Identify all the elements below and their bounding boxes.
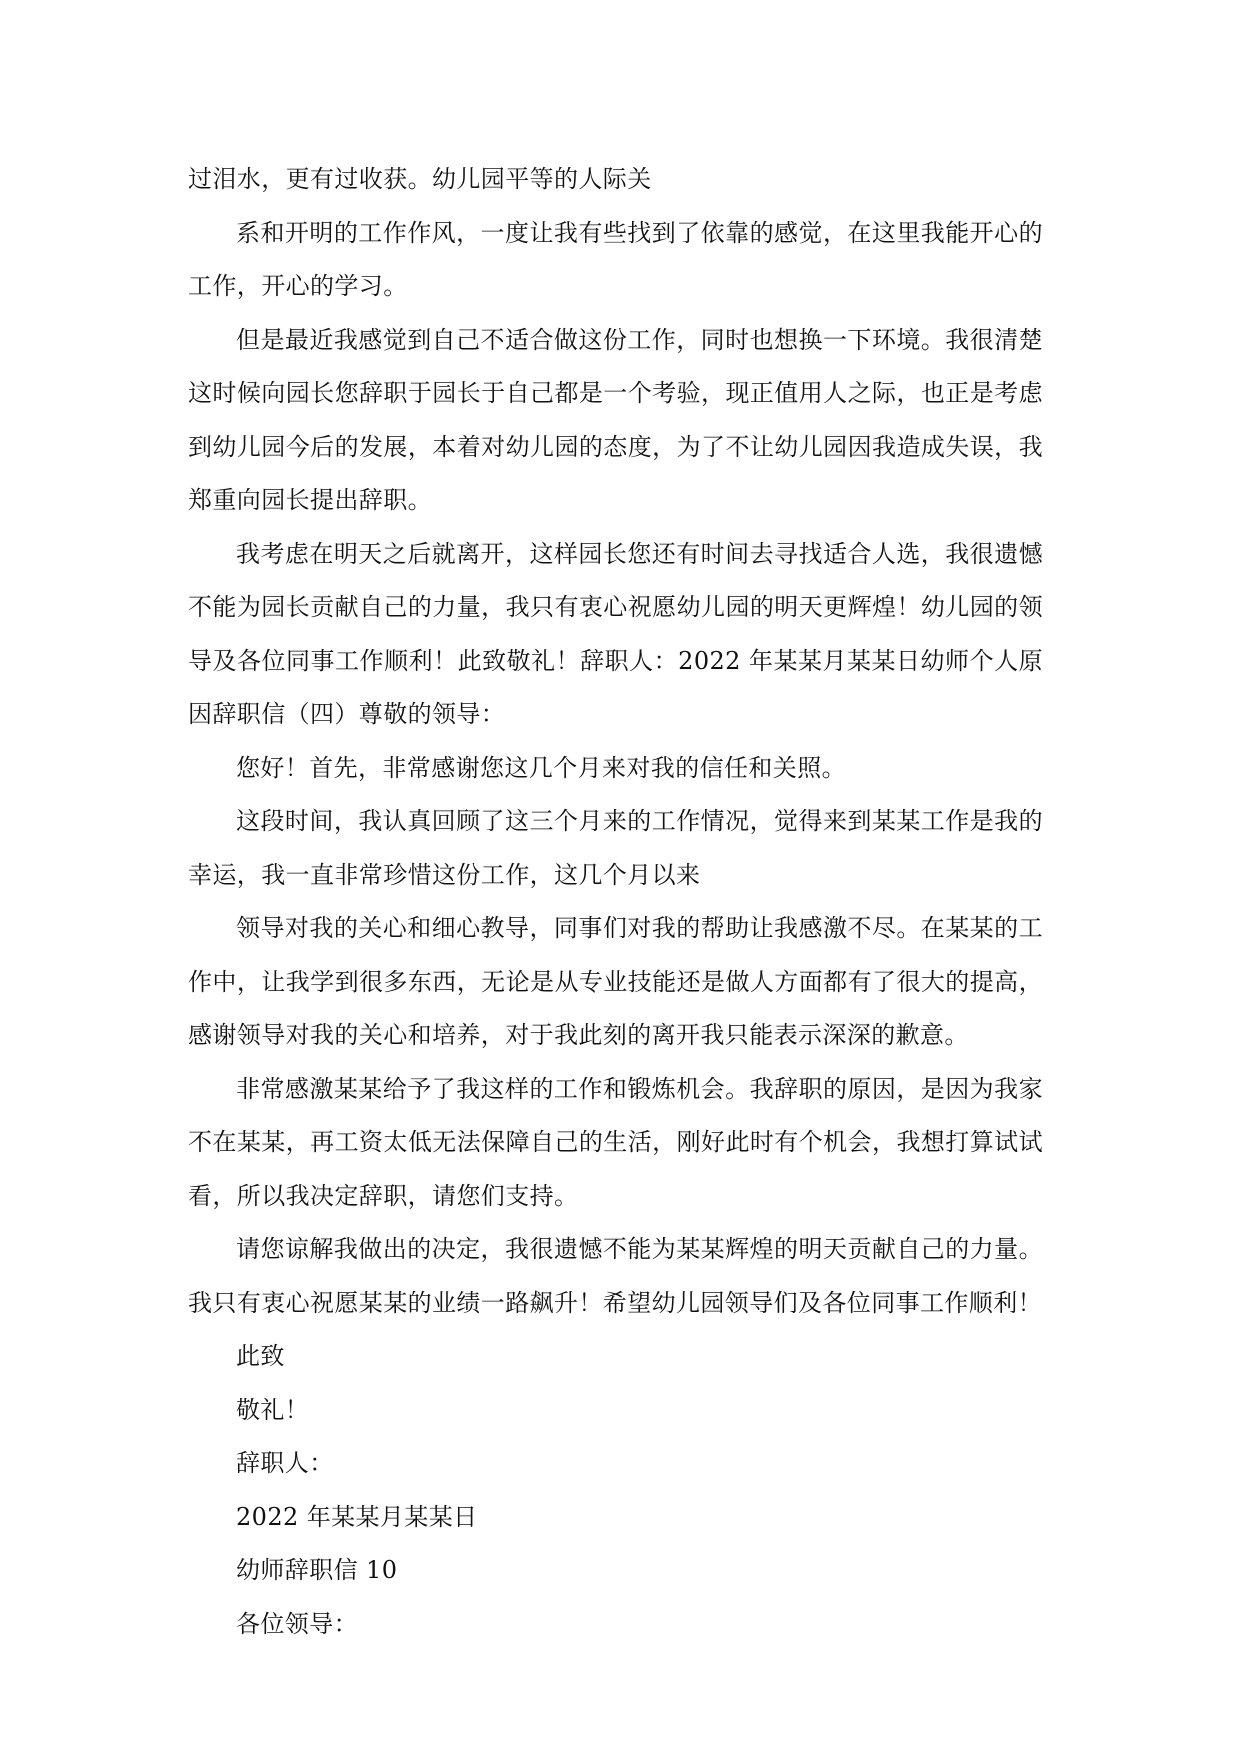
paragraph: 系和开明的工作作风，一度让我有些找到了依靠的感觉，在这里我能开心的工作，开心的学习。 (188, 218, 1043, 300)
closing-regards: 敬礼！ (236, 1395, 310, 1424)
paragraph-continuation: 过泪水，更有过收获。幼儿园平等的人际关 (188, 165, 652, 193)
signature-label: 辞职人： (236, 1449, 334, 1477)
paragraph: 领导对我的关心和细心教导，同事们对我的帮助让我感激不尽。在某某的工作中，让我学到很多东西，无论是从专业技能还是做人方面都有了很大的提高，感谢领导对我的关心和培养，对于我此刻的离开我只能表示深深的歉意。 (188, 914, 1043, 1049)
paragraph: 非常感激某某给予了我这样的工作和锻炼机会。我辞职的原因，是因为我家不在某某，再工资太低无法保障自己的生活，刚好此时有个机会，我想打算试试看，所以我决定辞职，请您们支持。 (188, 1074, 1043, 1210)
paragraph: 请您谅解我做出的决定，我很遗憾不能为某某辉煌的明天贡献自己的力量。我只有衷心祝愿某某的业绩一路飙升！希望幼儿园领导们及各位同事工作顺利！ (188, 1235, 1043, 1317)
letter-date: 2022 年某某月某某日 (236, 1502, 478, 1531)
letter-body (188, 153, 1043, 1651)
greeting: 各位领导： (236, 1609, 358, 1638)
section-heading: 幼师辞职信 10 (236, 1556, 398, 1584)
closing-salutation: 此致 (236, 1342, 285, 1370)
paragraph: 您好！首先，非常感谢您这几个月来对我的信任和关照。 (236, 753, 846, 782)
paragraph: 但是最近我感觉到自己不适合做这份工作，同时也想换一下环境。我很清楚这时候向园长您辞职于园长于自己都是一个考验，现正值用人之际，也正是考虑到幼儿园今后的发展，本着对幼儿园的态度，为了不让幼儿园因我造成失误，我郑重向园长提出辞职。 (188, 325, 1043, 514)
paragraph: 这段时间，我认真回顾了这三个月来的工作情况，觉得来到某某工作是我的幸运，我一直非常珍惜这份工作，这几个月以来 (188, 807, 1043, 889)
paragraph: 我考虑在明天之后就离开，这样园长您还有时间去寻找适合人选，我很遗憾不能为园长贡献自己的力量，我只有衷心祝愿幼儿园的明天更辉煌！幼儿园的领导及各位同事工作顺利！此致敬礼！辞职人：2022 年某某月某某日幼师个人原因辞职信（四）尊敬的领导： (188, 539, 1043, 728)
